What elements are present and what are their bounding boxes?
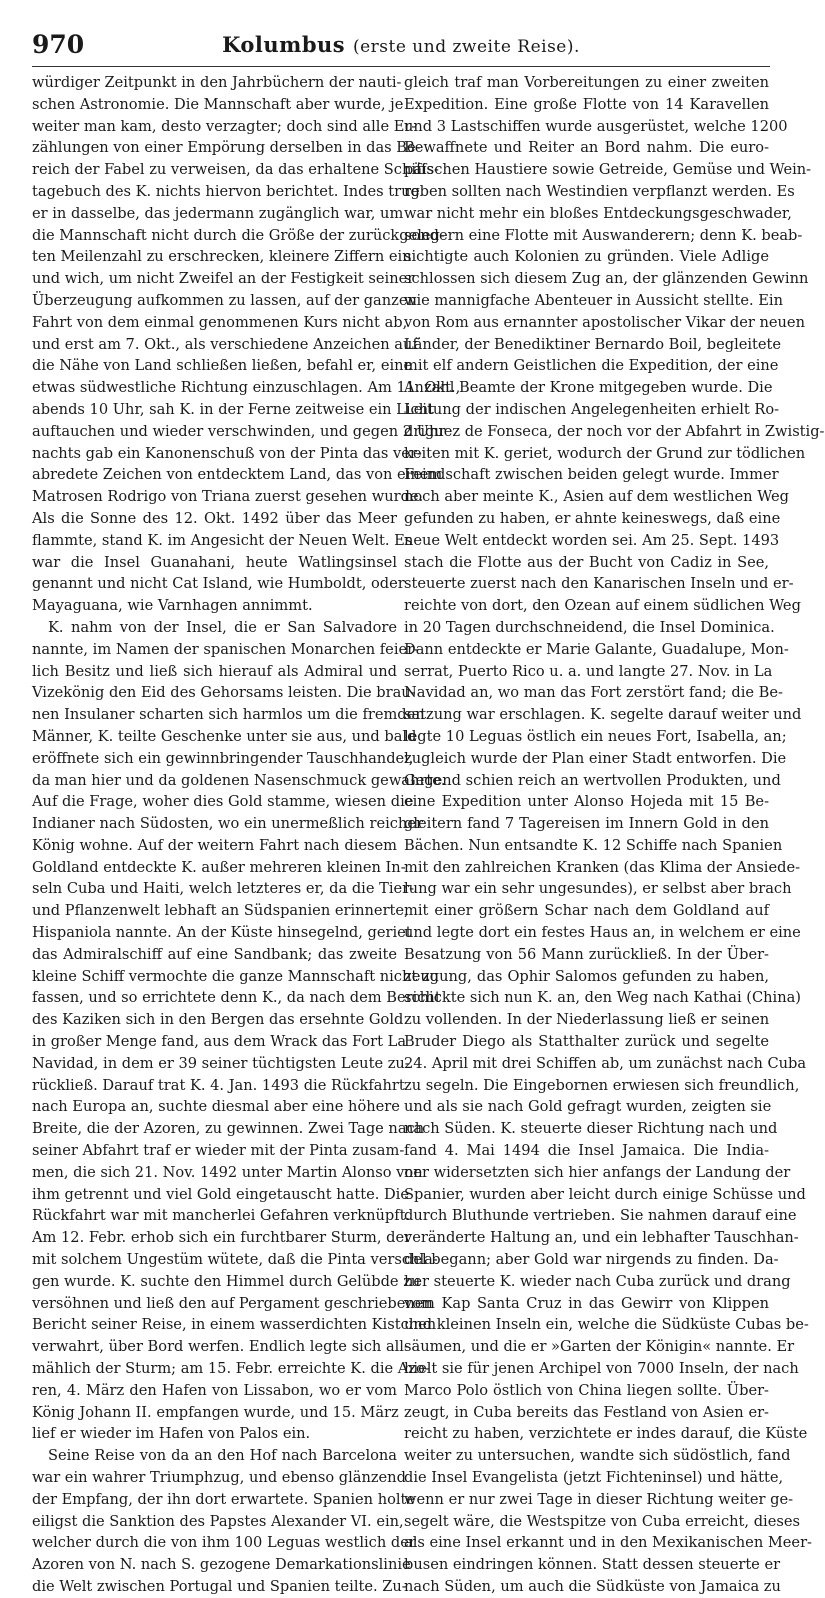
text-line: zeugung, das Ophir Salomos gefunden zu haben, <box>404 967 769 985</box>
text-line: flammte, stand K. im Angesicht der Neuen Welt. Es <box>32 531 413 549</box>
text-line: Am 12. Febr. erhob sich ein furchtbarer Sturm, der <box>32 1229 412 1247</box>
text-line: Rückfahrt war mit mancherlei Gefahren verknüpft. <box>32 1207 411 1225</box>
text-line: reichte von dort, den Ozean auf einem südlichen Weg <box>404 597 801 615</box>
text-line: war ein wahrer Triumphzug, und ebenso glänzend <box>32 1469 406 1486</box>
text-line: steuerte zuerst nach den Kanarischen Inseln und er- <box>404 575 794 593</box>
text-line: genannt und nicht Cat Island, wie Humboldt, oder <box>32 575 405 593</box>
text-line: der Empfang, der ihn dort erwartete. Spanien holte <box>32 1490 416 1508</box>
text-line: Auf die Frage, woher dies Gold stamme, wiesen die <box>32 793 414 811</box>
text-line: vom Kap Santa Cruz in das Gewirr von Klippen <box>404 1294 769 1312</box>
text-line: Gegend schien reich an wertvollen Produkten, und <box>404 771 781 789</box>
text-line: von Rom aus ernannter apostolischer Vikar der neuen <box>404 313 805 331</box>
text-line: in 20 Tagen durchschneidend, die Insel Dominica. <box>404 618 775 636</box>
text-line: nen Insulaner scharten sich harmlos um die fremden <box>32 706 425 724</box>
text-line: war die Insel Guanahani, heute Watlingsinsel <box>32 553 397 571</box>
text-line: nachts gab ein Kanonenschuß von der Pinta das ver- <box>32 444 422 462</box>
text-line: keiten mit K. geriet, wodurch der Grund zur tödlichen <box>404 444 806 462</box>
text-line: verwahrt, über Bord werfen. Endlich legte sich all- <box>32 1338 409 1356</box>
text-line: Hispaniola nannte. An der Küste hinsegelnd, geriet <box>32 924 412 942</box>
text-line: mit einer größern Schar nach dem Goldland auf <box>404 902 769 920</box>
text-line: König wohne. Auf der weitern Fahrt nach diesem <box>32 836 397 854</box>
text-line: Bewaffnete und Reiter an Bord nahm. Die euro- <box>404 139 769 157</box>
text-line: und als sie nach Gold gefragt wurden, zeigten sie <box>404 1098 772 1116</box>
text-line: war nicht mehr ein bloßes Entdeckungsgeschwader, <box>404 204 792 222</box>
text-line: mit solchem Ungestüm wütete, daß die Pinta verschla- <box>32 1251 438 1269</box>
text-line: zählungen von einer Empörung derselben in das Be- <box>32 139 421 157</box>
header-rule <box>32 66 770 67</box>
text-line: segelt wäre, die Westspitze von Cuba erreicht, dieses <box>404 1512 800 1530</box>
text-line: gleitern fand 7 Tagereisen im Innern Gold in den <box>404 815 769 833</box>
text-line: stach die Flotte aus der Bucht von Cadiz in See, <box>404 553 769 571</box>
text-line: sondern eine Flotte mit Auswanderern; denn K. beab- <box>404 226 803 244</box>
text-line: Überzeugung aufkommen zu lassen, auf der ganzen <box>32 291 417 309</box>
text-line: Azoren von N. nach S. gezogene Demarkationslinie <box>32 1556 411 1574</box>
text-line: etwas südwestliche Richtung einzuschlagen. Am 11. Okt., <box>32 379 461 397</box>
page-number: 970 <box>32 30 85 59</box>
text-line: Dann entdeckte er Marie Galante, Guadalupe, Mon- <box>404 640 789 658</box>
text-line: lich Besitz und ließ sich hierauf als Admiral und <box>32 662 397 680</box>
text-line: ten Meilenzahl zu erschrecken, kleinere Ziffern ein <box>32 248 412 266</box>
text-line: Marco Polo östlich von China liegen sollte. Über- <box>404 1381 769 1399</box>
text-line: durch Bluthunde vertrieben. Sie nahmen darauf eine <box>404 1207 797 1225</box>
text-line: neue Welt entdeckt worden sei. Am 25. Sept. 1493 <box>404 531 780 549</box>
text-line: und kleinen Inseln ein, welche die Südküste Cubas be- <box>404 1316 809 1334</box>
text-line: her steuerte K. wieder nach Cuba zurück und drang <box>404 1272 791 1290</box>
text-line: noch aber meinte K., Asien auf dem westlichen Weg <box>404 488 790 506</box>
text-line: lung war ein sehr ungesundes), er selbst aber brach <box>404 880 792 898</box>
text-line: die Nähe von Land schließen ließen, befahl er, eine <box>32 357 413 375</box>
text-line: Navidad, in dem er 39 seiner tüchtigsten Leute zu- <box>32 1054 410 1072</box>
text-line: Expedition. Eine große Flotte von 14 Karavellen <box>404 95 769 113</box>
text-line: weiter zu untersuchen, wandte sich südöstlich, fand <box>404 1447 791 1465</box>
running-title-main: Kolumbus <box>222 32 346 57</box>
text-line: nach Süden. K. steuerte dieser Richtung nach und <box>404 1120 778 1138</box>
text-line: auftauchen und wieder verschwinden, und gegen 2 Uhr <box>32 422 446 440</box>
text-line: säumen, und die er »Garten der Königin« nannte. Er <box>404 1338 795 1356</box>
text-line: in großer Menge fand, aus dem Wrack das Fort La <box>32 1033 407 1051</box>
text-line: gleich traf man Vorbereitungen zu einer zweiten <box>404 74 769 91</box>
text-line: die Mannschaft nicht durch die Größe der zurückgeleg- <box>32 226 445 244</box>
text-line: Leitung der indischen Angelegenheiten erhielt Ro- <box>404 400 780 418</box>
text-line: gefunden zu haben, er ahnte keineswegs, daß eine <box>404 509 781 527</box>
text-line: und 3 Lastschiffen wurde ausgerüstet, welche 1200 <box>404 117 788 135</box>
text-line: reicht zu haben, verzichtete er indes darauf, die Küste <box>404 1425 808 1443</box>
text-line: seiner Abfahrt traf er wieder mit der Pinta zusam- <box>32 1142 405 1160</box>
text-line: Matrosen Rodrigo von Triana zuerst gesehen wurde. <box>32 488 424 506</box>
text-line: die Welt zwischen Portugal und Spanien teilte. Zu- <box>32 1577 407 1595</box>
text-line: driguez de Fonseca, der noch vor der Abfahrt in Zwistig- <box>404 422 825 440</box>
text-line: Spanier, wurden aber leicht durch einige Schüsse und <box>404 1185 806 1203</box>
text-line: fand 4. Mai 1494 die Insel Jamaica. Die India- <box>404 1142 769 1160</box>
text-line: da man hier und da goldenen Nasenschmuck gewahrte. <box>32 771 446 789</box>
text-line: mählich der Sturm; am 15. Febr. erreichte K. die Azo- <box>32 1360 430 1378</box>
text-line: veränderte Haltung an, und ein lebhafter Tauschhan- <box>404 1229 799 1247</box>
text-line: zeugt, in Cuba bereits das Festland von Asien er- <box>404 1403 769 1421</box>
text-line: del begann; aber Gold war nirgends zu finden. Da- <box>404 1251 779 1269</box>
text-line: 24. April mit drei Schiffen ab, um zunächst nach Cuba <box>404 1054 807 1072</box>
text-line: des Kaziken sich in den Bergen das ersehnte Gold <box>32 1011 404 1029</box>
text-line: als eine Insel erkannt und in den Mexikanischen Meer- <box>404 1534 812 1552</box>
text-column-left <box>32 72 461 1598</box>
text-line: wie mannigfache Abenteuer in Aussicht stellte. Ein <box>404 291 783 309</box>
text-line: zugleich wurde der Plan einer Stadt entworfen. Die <box>404 749 787 767</box>
text-line: Anzahl Beamte der Krone mitgegeben wurde. Die <box>404 379 773 397</box>
text-line: Länder, der Benediktiner Bernardo Boil, begleitete <box>404 335 782 353</box>
text-line: mit elf andern Geistlichen die Expedition, der eine <box>404 357 779 375</box>
text-line: schickte sich nun K. an, den Weg nach Kathai (China) <box>404 989 801 1007</box>
text-line: zu vollenden. In der Niederlassung ließ er seinen <box>404 1011 770 1029</box>
text-line: und Pflanzenwelt lebhaft an Südspanien erinnerte, <box>32 902 409 920</box>
text-line: das Admiralschiff auf eine Sandbank; das zweite <box>32 945 397 963</box>
text-line: men, die sich 21. Nov. 1492 unter Martin Alonso von <box>32 1163 423 1181</box>
text-line: gen wurde. K. suchte den Himmel durch Gelübde zu <box>32 1272 421 1290</box>
running-title-subtitle: (erste und zweite Reise). <box>352 37 580 57</box>
text-line: seln Cuba und Haiti, welch letzteres er, da die Tier- <box>32 880 415 898</box>
text-line: Männer, K. teilte Geschenke unter sie aus, und bald <box>32 727 417 745</box>
text-line: abredete Zeichen von entdecktem Land, das von einem <box>32 466 443 484</box>
text-line: Fahrt von dem einmal genommenen Kurs nicht ab, <box>32 313 408 331</box>
text-line: er in dasselbe, das jedermann zugänglich war, um <box>32 204 404 222</box>
text-line: zu segeln. Die Eingebornen erwiesen sich freundlich, <box>404 1076 800 1094</box>
text-line: fassen, und so errichtete denn K., da nach dem Bericht <box>32 989 441 1007</box>
text-line: päischen Haustiere sowie Getreide, Gemüse und Wein- <box>404 161 812 179</box>
text-line: und erst am 7. Okt., als verschiedene Anzeichen auf <box>32 335 418 353</box>
text-line: Indianer nach Südosten, wo ein unermeßlich reicher <box>32 815 423 833</box>
text-line: und wich, um nicht Zweifel an der Festigkeit seiner <box>32 270 415 288</box>
text-line: serrat, Puerto Rico u. a. und langte 27. Nov. in La <box>404 662 773 680</box>
text-line: Breite, die der Azoren, zu gewinnen. Zwei Tage nach <box>32 1120 425 1138</box>
text-line: ihm getrennt und viel Gold eingetauscht hatte. Die <box>32 1185 409 1203</box>
text-line: König Johann II. empfangen wurde, und 15. März <box>32 1403 399 1421</box>
text-line: busen eindringen können. Statt dessen steuerte er <box>404 1556 781 1574</box>
text-line: legte 10 Leguas östlich ein neues Fort, Isabella, an; <box>404 727 787 745</box>
text-line: versöhnen und ließ den auf Pergament geschriebenen <box>32 1294 433 1312</box>
text-line: Bruder Diego als Statthalter zurück und segelte <box>404 1033 769 1051</box>
text-line: schen Astronomie. Die Mannschaft aber wurde, je <box>32 95 404 113</box>
text-line: abends 10 Uhr, sah K. in der Ferne zeitweise ein Licht <box>32 400 434 418</box>
text-line: und legte dort ein festes Haus an, in welchem er eine <box>404 924 801 942</box>
text-line: reben sollten nach Westindien verpflanzt werden. Es <box>404 182 795 200</box>
text-line: rückließ. Darauf trat K. 4. Jan. 1493 die Rückfahrt <box>32 1076 405 1094</box>
text-line: kleine Schiff vermochte die ganze Mannschaft nicht zu <box>32 967 439 985</box>
text-line: mit den zahlreichen Kranken (das Klima der Ansiede- <box>404 858 801 876</box>
text-line: würdiger Zeitpunkt in den Jahrbüchern der nauti- <box>32 74 402 91</box>
text-line: Als die Sonne des 12. Okt. 1492 über das Meer <box>32 509 397 527</box>
text-line: schlossen sich diesem Zug an, der glänzenden Gewinn <box>404 270 809 288</box>
text-line: tagebuch des K. nichts hiervon berichtet. Indes trug <box>32 182 420 200</box>
text-line: satzung war erschlagen. K. segelte darauf weiter und <box>404 706 802 724</box>
text-line: Bericht seiner Reise, in einem wasserdichten Kistchen <box>32 1316 437 1334</box>
text-line: Bächen. Nun entsandte K. 12 Schiffe nach Spanien <box>404 836 783 854</box>
text-line: nach Süden, um auch die Südküste von Jamaica zu <box>404 1577 781 1595</box>
text-line: welcher durch die von ihm 100 Leguas westlich der <box>32 1534 416 1552</box>
text-line: Mayaguana, wie Varnhagen annimmt. <box>32 597 313 615</box>
text-line: ren, 4. März den Hafen von Lissabon, wo er vom <box>32 1381 397 1399</box>
text-line: weiter man kam, desto verzagter; doch sind alle Er- <box>32 117 417 135</box>
text-line: sichtigte auch Kolonien zu gründen. Viele Adlige <box>404 248 769 266</box>
text-line: Vizekönig den Eid des Gehorsams leisten. Die brau- <box>32 684 416 702</box>
text-line: die Insel Evangelista (jetzt Fichteninsel) und hätte, <box>404 1469 784 1486</box>
running-title <box>32 32 770 57</box>
text-line: eröffnete sich ein gewinnbringender Tauschhandel, <box>32 749 414 767</box>
page-header <box>32 28 770 62</box>
text-line: wenn er nur zwei Tage in dieser Richtung weiter ge- <box>404 1490 794 1508</box>
text-line: lief er wieder im Hafen von Palos ein. <box>32 1425 311 1443</box>
text-line: reich der Fabel zu verweisen, da das erhaltene Schiffs- <box>32 161 439 179</box>
text-line: nannte, im Namen der spanischen Monarchen feier- <box>32 640 420 658</box>
text-line: ner widersetzten sich hier anfangs der Landung der <box>404 1163 791 1181</box>
text-line: Navidad an, wo man das Fort zerstört fand; die Be- <box>404 684 783 702</box>
text-line: Seine Reise von da an den Hof nach Barcelona <box>48 1447 397 1465</box>
text-line: Goldland entdeckte K. außer mehreren kleinen In- <box>32 858 406 876</box>
text-line: nach Europa an, suchte diesmal aber eine höhere <box>32 1098 400 1116</box>
text-column-right <box>404 72 825 1598</box>
text-line: eiligst die Sanktion des Papstes Alexander VI. ein, <box>32 1512 404 1530</box>
text-line: eine Expedition unter Alonso Hojeda mit 15 Be- <box>404 793 769 811</box>
text-line: Feindschaft zwischen beiden gelegt wurde. Immer <box>404 466 779 484</box>
text-line: hielt sie für jenen Archipel von 7000 Inseln, der nach <box>404 1360 799 1378</box>
text-line: Besatzung von 56 Mann zurückließ. In der Über- <box>404 945 769 963</box>
text-line: K. nahm von der Insel, die er San Salvadore <box>48 618 397 636</box>
